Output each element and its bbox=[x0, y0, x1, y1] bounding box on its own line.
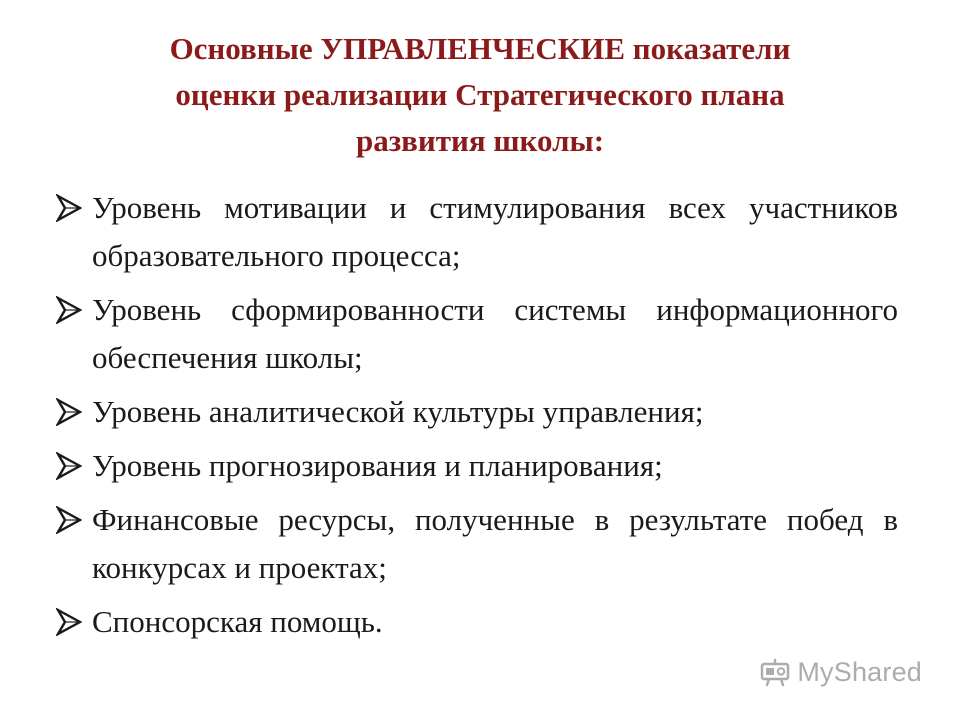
list-item bbox=[56, 598, 898, 646]
title-line-3: развития школы: bbox=[355, 123, 605, 158]
title-line-2: оценки реализации Стратегического плана bbox=[175, 77, 785, 112]
watermark-text: MyShared bbox=[797, 656, 922, 687]
arrowhead-bullet-icon bbox=[56, 194, 82, 222]
list-item-text: Уровень прогнозирования и планирования; bbox=[92, 448, 663, 483]
list-item-text: Уровень сформированности системы информационного обеспечения школы; bbox=[92, 292, 898, 375]
projector-logo-icon bbox=[759, 656, 791, 688]
list-item-text: Уровень аналитической культуры управления; bbox=[92, 394, 704, 429]
watermark bbox=[759, 654, 922, 690]
indicator-list bbox=[56, 184, 898, 652]
list-item bbox=[56, 442, 898, 490]
arrowhead-bullet-icon bbox=[56, 296, 82, 324]
arrowhead-bullet-icon bbox=[56, 608, 82, 636]
list-item bbox=[56, 286, 898, 382]
arrowhead-bullet-icon bbox=[56, 398, 82, 426]
list-item-text: Спонсорская помощь. bbox=[92, 604, 383, 639]
list-item-text: Финансовые ресурсы, полученные в результате побед в конкурсах и проектах; bbox=[92, 502, 898, 585]
list-item bbox=[56, 184, 898, 280]
list-item-text: Уровень мотивации и стимулирования всех участников образовательного процесса; bbox=[92, 190, 898, 273]
arrowhead-bullet-icon bbox=[56, 452, 82, 480]
arrowhead-bullet-icon bbox=[56, 506, 82, 534]
slide-title bbox=[80, 26, 880, 164]
list-item bbox=[56, 388, 898, 436]
title-line-1: Основные УПРАВЛЕНЧЕСКИЕ показатели bbox=[169, 31, 791, 66]
list-item bbox=[56, 496, 898, 592]
